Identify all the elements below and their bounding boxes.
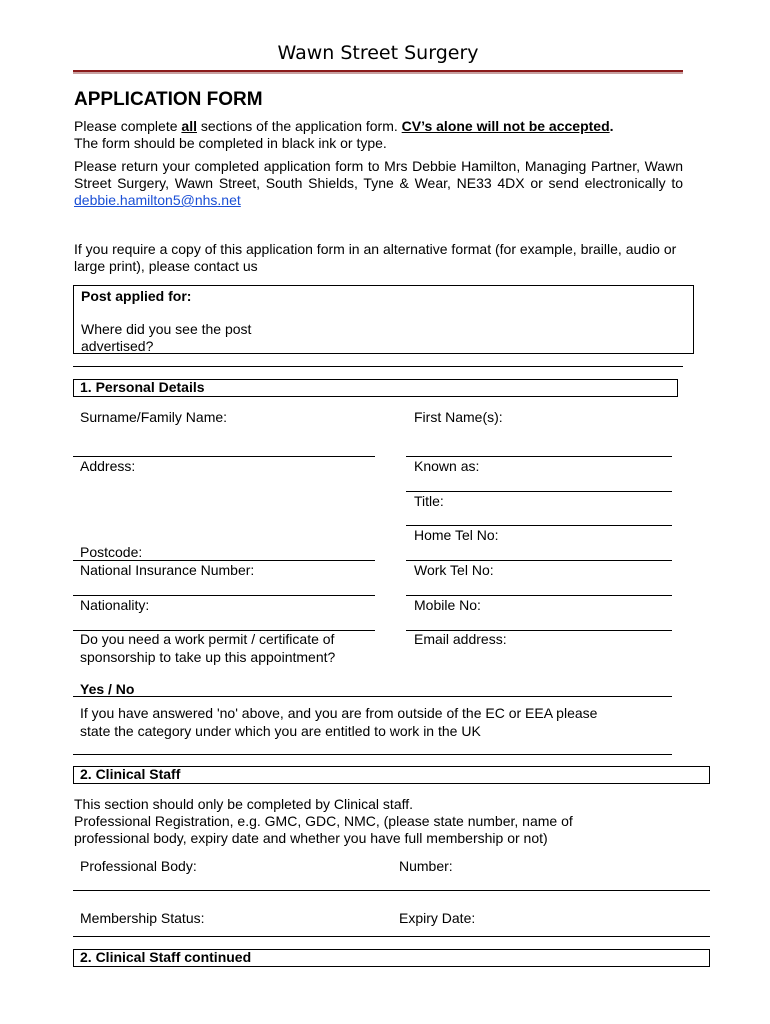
home-tel-label: Home Tel No: <box>414 527 499 543</box>
section-1-heading: 1. Personal Details <box>73 379 678 397</box>
intro-line-2: The form should be completed in black ink or type. <box>74 135 387 151</box>
clinical-intro-1: This section should only be completed by Clinical staff. <box>74 796 414 812</box>
ni-number-label: National Insurance Number: <box>80 562 255 578</box>
number-label: Number: <box>399 858 453 874</box>
category-question-1: If you have answered 'no' above, and you are from outside of the EC or EEA please <box>80 705 598 721</box>
category-question-2: state the category under which you are entitled to work in the UK <box>80 723 481 739</box>
nationality-label: Nationality: <box>80 597 150 613</box>
mobile-label: Mobile No: <box>414 597 481 613</box>
all-emphasis: all <box>181 118 197 134</box>
title-label: Title: <box>414 493 444 509</box>
intro-line-1: Please complete all sections of the application form. CV’s alone will not be accepted. <box>74 118 614 134</box>
section-divider <box>73 366 683 367</box>
section-2-continued-heading: 2. Clinical Staff continued <box>73 949 710 967</box>
professional-body-label: Professional Body: <box>80 858 197 874</box>
work-permit-field[interactable] <box>73 696 672 697</box>
header-divider <box>73 70 683 74</box>
known-as-field[interactable] <box>406 491 672 492</box>
where-seen-label-2: advertised? <box>81 338 154 354</box>
known-as-label: Known as: <box>414 458 480 474</box>
form-title: APPLICATION FORM <box>74 89 263 110</box>
post-applied-label: Post applied for: <box>81 288 192 304</box>
cv-warning: CV’s alone will not be accepted <box>401 118 610 134</box>
membership-status-label: Membership Status: <box>80 910 205 926</box>
clinical-intro-3: professional body, expiry date and whether you have full membership or not) <box>74 830 548 846</box>
category-field[interactable] <box>73 754 672 755</box>
work-permit-question-2: sponsorship to take up this appointment? <box>80 649 336 665</box>
work-tel-label: Work Tel No: <box>414 562 494 578</box>
expiry-date-label: Expiry Date: <box>399 910 476 926</box>
postcode-label: Postcode: <box>80 544 143 560</box>
alt-format-notice: If you require a copy of this application form in an alternative format (for example, braille, audio or large print), please contact us <box>74 241 677 274</box>
first-names-label: First Name(s): <box>414 409 503 425</box>
email-label: Email address: <box>414 631 507 647</box>
surname-label: Surname/Family Name: <box>80 409 228 425</box>
address-label: Address: <box>80 458 136 474</box>
yes-no-option[interactable]: Yes / No <box>80 681 135 697</box>
post-applied-box <box>73 285 694 354</box>
work-permit-question-1: Do you need a work permit / certificate of <box>80 631 335 647</box>
email-link[interactable]: debbie.hamilton5@nhs.net <box>74 192 241 208</box>
where-seen-label-1: Where did you see the post <box>81 321 252 337</box>
professional-body-field[interactable] <box>73 890 710 891</box>
page-header-title: Wawn Street Surgery <box>277 42 479 64</box>
section-2-heading: 2. Clinical Staff <box>73 766 710 784</box>
clinical-intro-2: Professional Registration, e.g. GMC, GDC, NMC, (please state number, name of <box>74 813 573 829</box>
membership-status-field[interactable] <box>73 936 710 937</box>
return-instructions: Please return your completed application form to Mrs Debbie Hamilton, Managing Partner, Wawn Street Surgery, Wawn Street, South Shields, Tyne & Wear, NE33 4DX or send electronically to debbie.hamilton5@nhs.net <box>74 158 683 208</box>
